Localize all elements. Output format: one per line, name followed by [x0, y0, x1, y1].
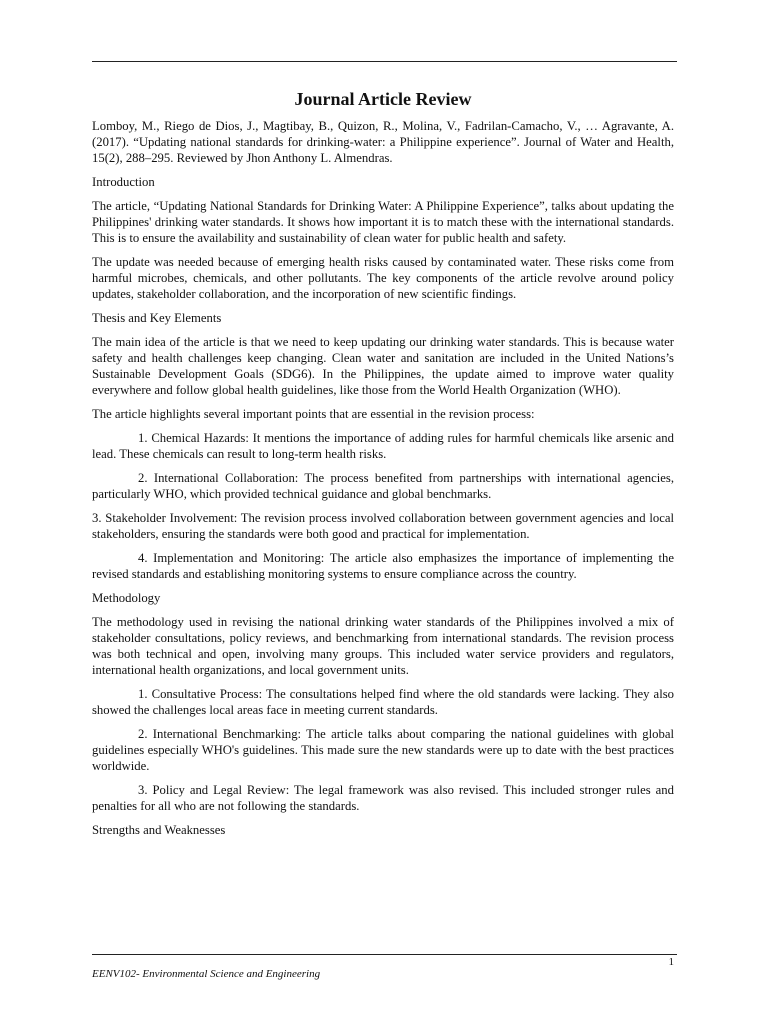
footer-course: EENV102- Environmental Science and Engineering	[92, 968, 321, 980]
thesis-paragraph-2: The article highlights several important points that are essential in the revision process:	[92, 407, 535, 421]
document-body	[92, 88, 674, 846]
heading-strengths-weaknesses: Strengths and Weaknesses	[92, 823, 226, 837]
citation: Lomboy, M., Riego de Dios, J., Magtibay, B., Quizon, R., Molina, V., Fadrilan-Camacho, V., … Agravante, A. (2017). “Updating national standards for drinking-water: a Philippine experience”. Journal of Water and Health, 15(2), 288–295. Reviewed by Jhon Anthony L. Almendras.	[92, 119, 674, 165]
footer-rule	[92, 954, 677, 955]
thesis-item-4: 4. Implementation and Monitoring: The article also emphasizes the importance of implementing the revised standards and establishing monitoring systems to ensure compliance across the country.	[92, 551, 674, 581]
heading-introduction: Introduction	[92, 175, 155, 189]
methodology-item-2: 2. International Benchmarking: The article talks about comparing the national guidelines with global guidelines especially WHO's guidelines. This made sure the new standards were up to date with the best practices worldwide.	[92, 727, 674, 773]
thesis-item-2: 2. International Collaboration: The process benefited from partnerships with international agencies, particularly WHO, which provided technical guidance and global benchmarks.	[92, 471, 674, 501]
introduction-paragraph-2: The update was needed because of emerging health risks caused by contaminated water. These risks come from harmful microbes, chemicals, and other pollutants. The key components of the article revolve around policy updates, stakeholder collaboration, and the incorporation of new scientific findings.	[92, 255, 674, 301]
heading-thesis: Thesis and Key Elements	[92, 311, 222, 325]
header-rule	[92, 61, 677, 62]
document-title: Journal Article Review	[294, 89, 472, 109]
heading-methodology: Methodology	[92, 591, 161, 605]
thesis-item-1: 1. Chemical Hazards: It mentions the importance of adding rules for harmful chemicals like arsenic and lead. These chemicals can result to long-term health risks.	[92, 431, 674, 461]
introduction-paragraph-1: The article, “Updating National Standards for Drinking Water: A Philippine Experience”, talks about updating the Philippines' drinking water standards. It shows how important it is to match these with the international standards. This is to ensure the availability and sustainability of clean water for public health and safety.	[92, 199, 674, 245]
thesis-paragraph-1: The main idea of the article is that we need to keep updating our drinking water standards. This is because water safety and health challenges keep changing. Clean water and sanitation are included in the United Nations’s Sustainable Development Goals (SDG6). In the Philippines, the update aimed to improve water quality everywhere and follow global health guidelines, like those from the World Health Organization (WHO).	[92, 335, 674, 397]
thesis-item-3: 3. Stakeholder Involvement: The revision process involved collaboration between government agencies and local stakeholders, ensuring the standards were both good and practical for implementation.	[92, 511, 674, 541]
methodology-item-1: 1. Consultative Process: The consultations helped find where the old standards were lacking. They also showed the challenges local areas face in meeting current standards.	[92, 687, 674, 717]
methodology-paragraph-1: The methodology used in revising the national drinking water standards of the Philippines involved a mix of stakeholder consultations, policy reviews, and benchmarking from international standards. The revision process was both technical and open, involving many groups. This included water service providers and regulators, international health organizations, and local government units.	[92, 615, 674, 677]
page-number: 1	[668, 956, 674, 968]
methodology-item-3: 3. Policy and Legal Review: The legal framework was also revised. This included stronger rules and penalties for all who are not following the standards.	[92, 783, 674, 813]
